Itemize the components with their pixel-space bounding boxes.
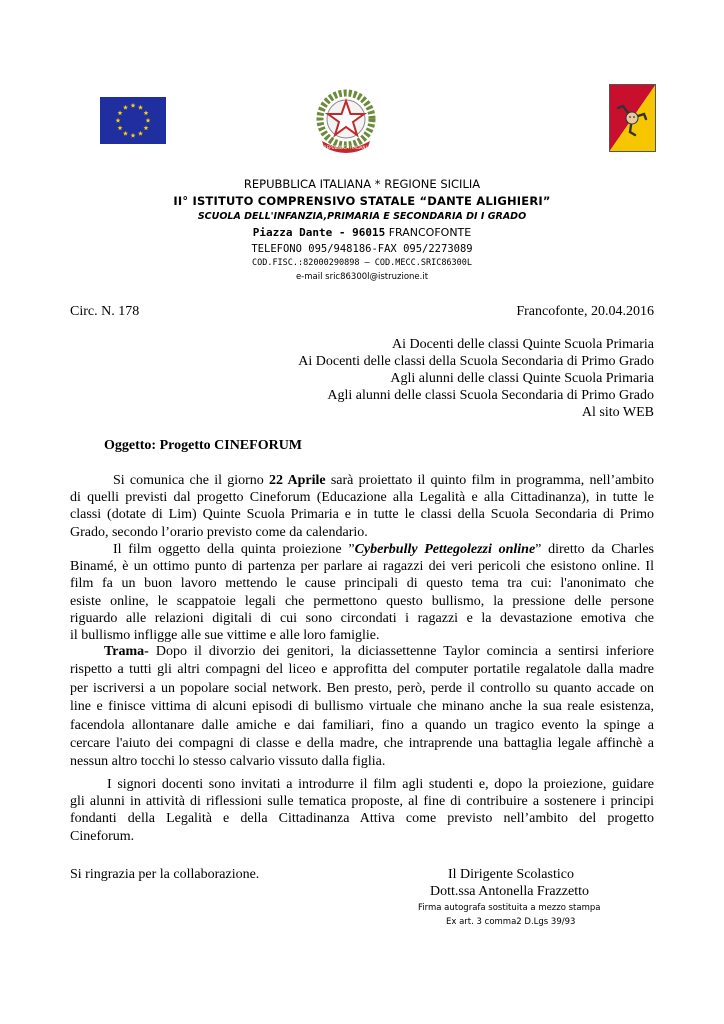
paragraph-line: facendola allontanare dalle amiche e dai familiari, fino a quando un tragico evento la spinge a <box>70 717 654 733</box>
paragraph-line: per iscriversi a un popolare social network. Ben presto, però, perde il controllo su quanto accade on <box>70 680 654 696</box>
header-address <box>0 226 724 239</box>
header-school-name: II° ISTITUTO COMPRENSIVO STATALE “DANTE ALIGHIERI” <box>173 194 551 208</box>
header-phone-fax: TELEFONO 095/948186-FAX 095/2273089 <box>251 243 473 255</box>
emblem-ribbon-text: REPUBBLICA ITALIANA <box>323 145 369 150</box>
closing-line: Si ringrazia per la collaborazione. <box>70 867 260 882</box>
paragraph-line: I signori docenti sono invitati a introdurre il film agli studenti e, dopo la proiezione, guidare <box>107 777 654 792</box>
paragraph-line: il bullismo infligge alle sue vittime e alle loro famiglie. <box>70 627 380 643</box>
signature-name: Dott.ssa Antonella Frazzetto <box>430 884 590 899</box>
paragraph-line: riguardo alle relazioni digitali di cui sono circondati i ragazzi e la devastazione emotiva che <box>70 610 654 626</box>
recipient-line: Agli alunni delle classi Scuola Secondaria di Primo Grado <box>327 388 654 403</box>
header-address-street: Piazza Dante - 96015 <box>252 226 386 239</box>
sicily-flag-logo <box>609 84 656 152</box>
header-fiscal-codes: COD.FISC.:82000290898 – COD.MECC.SRIC86300L <box>251 258 473 268</box>
paragraph-line: nessun altro tocchi lo stesso calvario vissuto dalla figlia. <box>70 754 386 770</box>
paragraph-line: Grado, secondo l’orario previsto come da calendario. <box>70 524 368 540</box>
body-paragraph-1 <box>70 472 654 541</box>
paragraph-line: cercare l'aiuto dei compagni di classe e della madre, che intraprende una battaglia legale affinchè a <box>70 735 654 751</box>
paragraph-line: esiste online, le scappatoie legali che permettono questo bullismo, la pressione delle persone <box>70 593 654 609</box>
paragraph-line: Trama- Dopo il divorzio dei genitori, la diciassettenne Taylor comincia a sentirsi inferiore <box>104 644 654 659</box>
eu-flag-logo <box>100 97 166 144</box>
recipient-line: Ai Docenti delle classi della Scuola Secondaria di Primo Grado <box>298 354 654 369</box>
recipient-line: Agli alunni delle classi Quinte Scuola Primaria <box>390 371 654 386</box>
paragraph-line: Il film oggetto della quinta proiezione ”Cyberbully Pettegolezzi online” diretto da Charles <box>113 542 654 557</box>
recipient-line: Al sito WEB <box>581 405 654 420</box>
paragraph-line: classi (dotate di Lim) Quinte Scuola Primaria e in tutte le classi della Scuola Secondaria di Primo <box>70 507 654 523</box>
plot-label: Trama- <box>104 644 149 659</box>
paragraph-line: Binamé, è un ottimo punto di partenza per parlare ai ragazzi dei veri pericoli che esistono online. Il <box>70 559 654 575</box>
paragraph-line: Si comunica che il giorno 22 Aprile sarà proiettato il quinto film in programma, nell’ambito <box>113 473 655 488</box>
paragraph-line: di quelli previsti dal progetto Cineforum (Educazione alla Legalità e alla Cittadinanza), in tutte le <box>70 490 654 506</box>
place-date: Francofonte, 20.04.2016 <box>516 304 654 319</box>
body-paragraph-2 <box>70 541 654 644</box>
circular-number: Circ. N. 178 <box>70 304 140 319</box>
paragraph-line: rispetto a tutti gli altri compagni del liceo e approfitta del computer portatile regalatole dalla madre <box>70 662 654 678</box>
recipient-line: Ai Docenti delle classi Quinte Scuola Primaria <box>391 337 654 352</box>
body-paragraph-plot <box>70 643 654 772</box>
paragraph-line: fondanti della Legalità e della Cittadinanza Attiva come previsto nell’ambito del progetto <box>70 811 654 827</box>
subject-line: Oggetto: Progetto CINEFORUM <box>104 438 303 453</box>
signature-note: Firma autografa sostituita a mezzo stampa <box>418 903 601 913</box>
header-email: e-mail sric86300l@istruzione.it <box>295 272 429 282</box>
signature-legal-ref: Ex art. 3 comma2 D.Lgs 39/93 <box>446 917 576 927</box>
paragraph-line: line e finisce vittima di alcuni episodi di bullismo virtuale che minano anche la sua reale esistenza, <box>70 699 654 715</box>
paragraph-line: film fa un buon lavoro mettendo le cause principali di questo tema tra cui: l'anonimato che <box>70 576 654 592</box>
italian-republic-emblem <box>308 83 384 159</box>
paragraph-line: Cineforum. <box>70 828 135 844</box>
signature-title: Il Dirigente Scolastico <box>448 867 574 882</box>
header-address-city: FRANCOFONTE <box>385 226 472 239</box>
header-school-type: SCUOLA DELL'INFANZIA,PRIMARIA E SECONDARIA DI I GRADO <box>197 211 527 222</box>
header-region-line: REPUBBLICA ITALIANA * REGIONE SICILIA <box>243 177 481 191</box>
film-title: Cyberbully Pettegolezzi online <box>354 542 536 557</box>
body-paragraph-4 <box>70 776 654 845</box>
paragraph-line: gli alunni in attività di riflessioni sulle tematica proposte, al fine di contribuire a sostenere i principi <box>70 794 654 810</box>
